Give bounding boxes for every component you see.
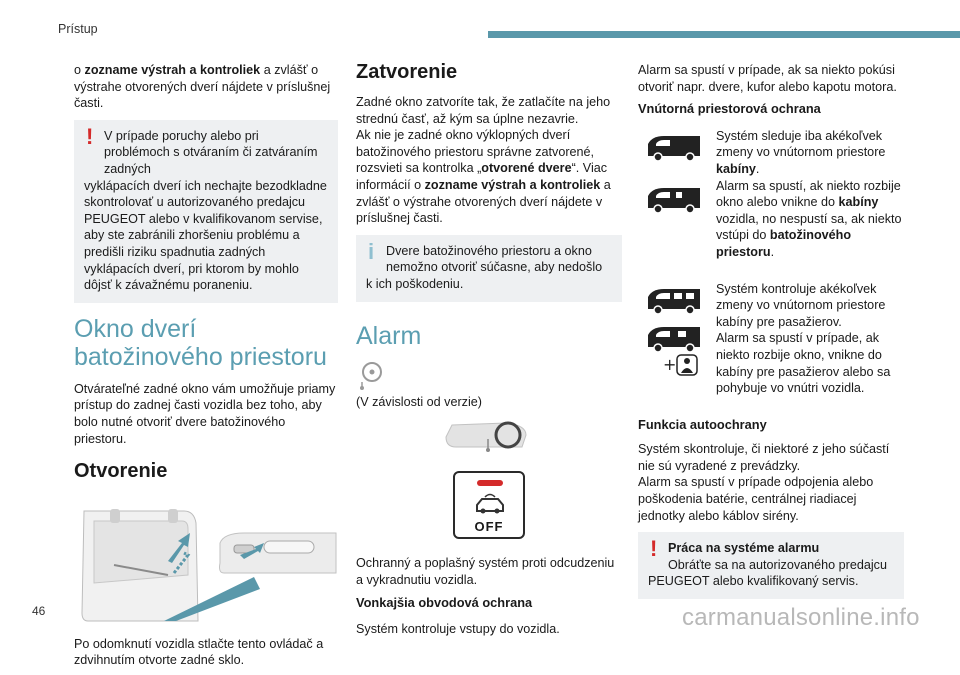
rear-window-illustration — [74, 503, 338, 621]
page-number: 46 — [32, 604, 46, 618]
auto-text: Systém skontroluje, či niektoré z jeho súčastí nie sú vyradené z prevádzky. — [638, 442, 890, 473]
section-title: Okno dverí batožinového priestoru — [74, 314, 327, 371]
close-text-2: Ak nie je zadné okno výklopných dverí batožinového priestoru správne zatvorené, rozsvieti sa kontrolka „otvorené dvere“. Viac informácií o zozname výstrah a kontroliek a zvlášť o výstrahe otvorených dverí nájdete v príslušnej časti. — [356, 128, 611, 226]
auto-title: Funkcia autoochrany — [638, 416, 767, 432]
auto-text-2: Alarm sa spustí v prípade odpojenia alebo poškodenia batérie, centrálnej riadiacej jednotky alebo káblov sirény. — [638, 475, 874, 523]
svg-text:+: + — [663, 354, 677, 374]
open-title: Otvorenie — [74, 460, 168, 483]
info-icon: i — [368, 238, 375, 264]
ext-title: Vonkajšia obvodová ochrana — [356, 594, 533, 610]
column-middle — [356, 60, 622, 644]
passenger-protection — [638, 281, 904, 403]
section-text: Otvárateľné zadné okno vám umožňuje priamy prístup do zadnej časti vozidla bez toho, aby bolo nutné otvoriť dvere batožinového priestoru. — [74, 381, 336, 446]
cabin-text: Systém sleduje iba akékoľvek zmeny vo vnútornom priestore kabíny. — [716, 128, 886, 176]
info-box: i Dvere batožinového priestoru a okno nemožno otvoriť súčasne, aby nedošlo k ich poškodeniu. — [356, 235, 622, 302]
car-alarm-icon — [473, 493, 507, 515]
column-left — [74, 62, 338, 675]
alarm-off-button[interactable] — [453, 471, 525, 539]
occupant-motion-icon — [663, 353, 703, 377]
warning-box: ! V prípade poruchy alebo pri problémoch s otváraním či zatváraním zadných vyklápacích dverí ich nechajte bezodkladne skontrolovať u autorizovaného predajcu PEUGEOT alebo v kvalifikovanom servise, aby ste zabránili zhoršeniu problému a predišli riziku spadnutia zadných vyklápacích dverí, pri ktorom by mohlo dôjsť k závažnému poraneniu. — [74, 120, 338, 303]
watermark: carmanualsonline.info — [682, 604, 920, 631]
cabin-protection — [638, 128, 904, 267]
van-cargo-icon — [642, 184, 706, 214]
alarm-version: (V závislosti od verzie) — [356, 395, 482, 410]
van-passenger-cabin-icon — [642, 323, 706, 353]
passenger-text-2: Alarm sa spustí v prípade, ak niekto rozbije okno, vnikne do kabíny pre pasažierov alebo sa pohybuje vo vnútri vozidla. — [716, 331, 891, 396]
passenger-text: Systém kontroluje akékoľvek zmeny vo vnútornom priestore kabíny pre pasažierov. — [716, 281, 886, 329]
warning-icon: ! — [86, 123, 94, 149]
running-header: Prístup — [58, 22, 98, 36]
alarm-title: Alarm — [356, 321, 422, 350]
close-text: Zadné okno zatvoríte tak, že zatlačíte na jeho strednú časť, až kým sa úplne nezavrie. — [356, 95, 611, 126]
warning-box-alarm: ! Práca na systéme alarmu Obráťte sa na autorizovaného predajcu PEUGEOT alebo kvalifikovaný servis. — [638, 532, 904, 599]
van-passenger-icon — [642, 285, 706, 315]
van-cabin-icon — [642, 132, 706, 162]
status-led — [477, 480, 503, 486]
steering-alarm-icon — [356, 360, 396, 390]
header-accent-bar — [488, 31, 960, 38]
column-right — [638, 62, 904, 611]
open-text: Po odomknutí vozidla stlačte tento ovládač a zdvihnutím otvorte zadné sklo. — [74, 636, 324, 668]
ext-text: Systém kontroluje vstupy do vozidla. — [356, 622, 560, 637]
alarm-intro: Alarm sa spustí v prípade, ak sa niekto pokúsi otvoriť napr. dvere, kufor alebo kapotu motora. — [638, 63, 897, 94]
dashboard-sensor-illustration — [356, 417, 622, 461]
intro-paragraph: o zozname výstrah a kontroliek a zvlášť o výstrahe otvorených dverí nájdete v príslušnej časti. — [74, 63, 331, 111]
alarm-text: Ochranný a poplašný systém proti odcudzeniu a vykradnutiu vozidla. — [356, 556, 615, 587]
off-label: OFF — [474, 519, 504, 535]
warning-icon: ! — [650, 536, 658, 562]
int-title: Vnútorná priestorová ochrana — [638, 101, 821, 117]
close-title: Zatvorenie — [356, 61, 458, 83]
cabin-text-2: Alarm sa spustí, ak niekto rozbije okno alebo vnikne do kabíny vozidla, no nespustí sa, ak niekto vstúpi do batožinového priestoru. — [716, 178, 902, 259]
